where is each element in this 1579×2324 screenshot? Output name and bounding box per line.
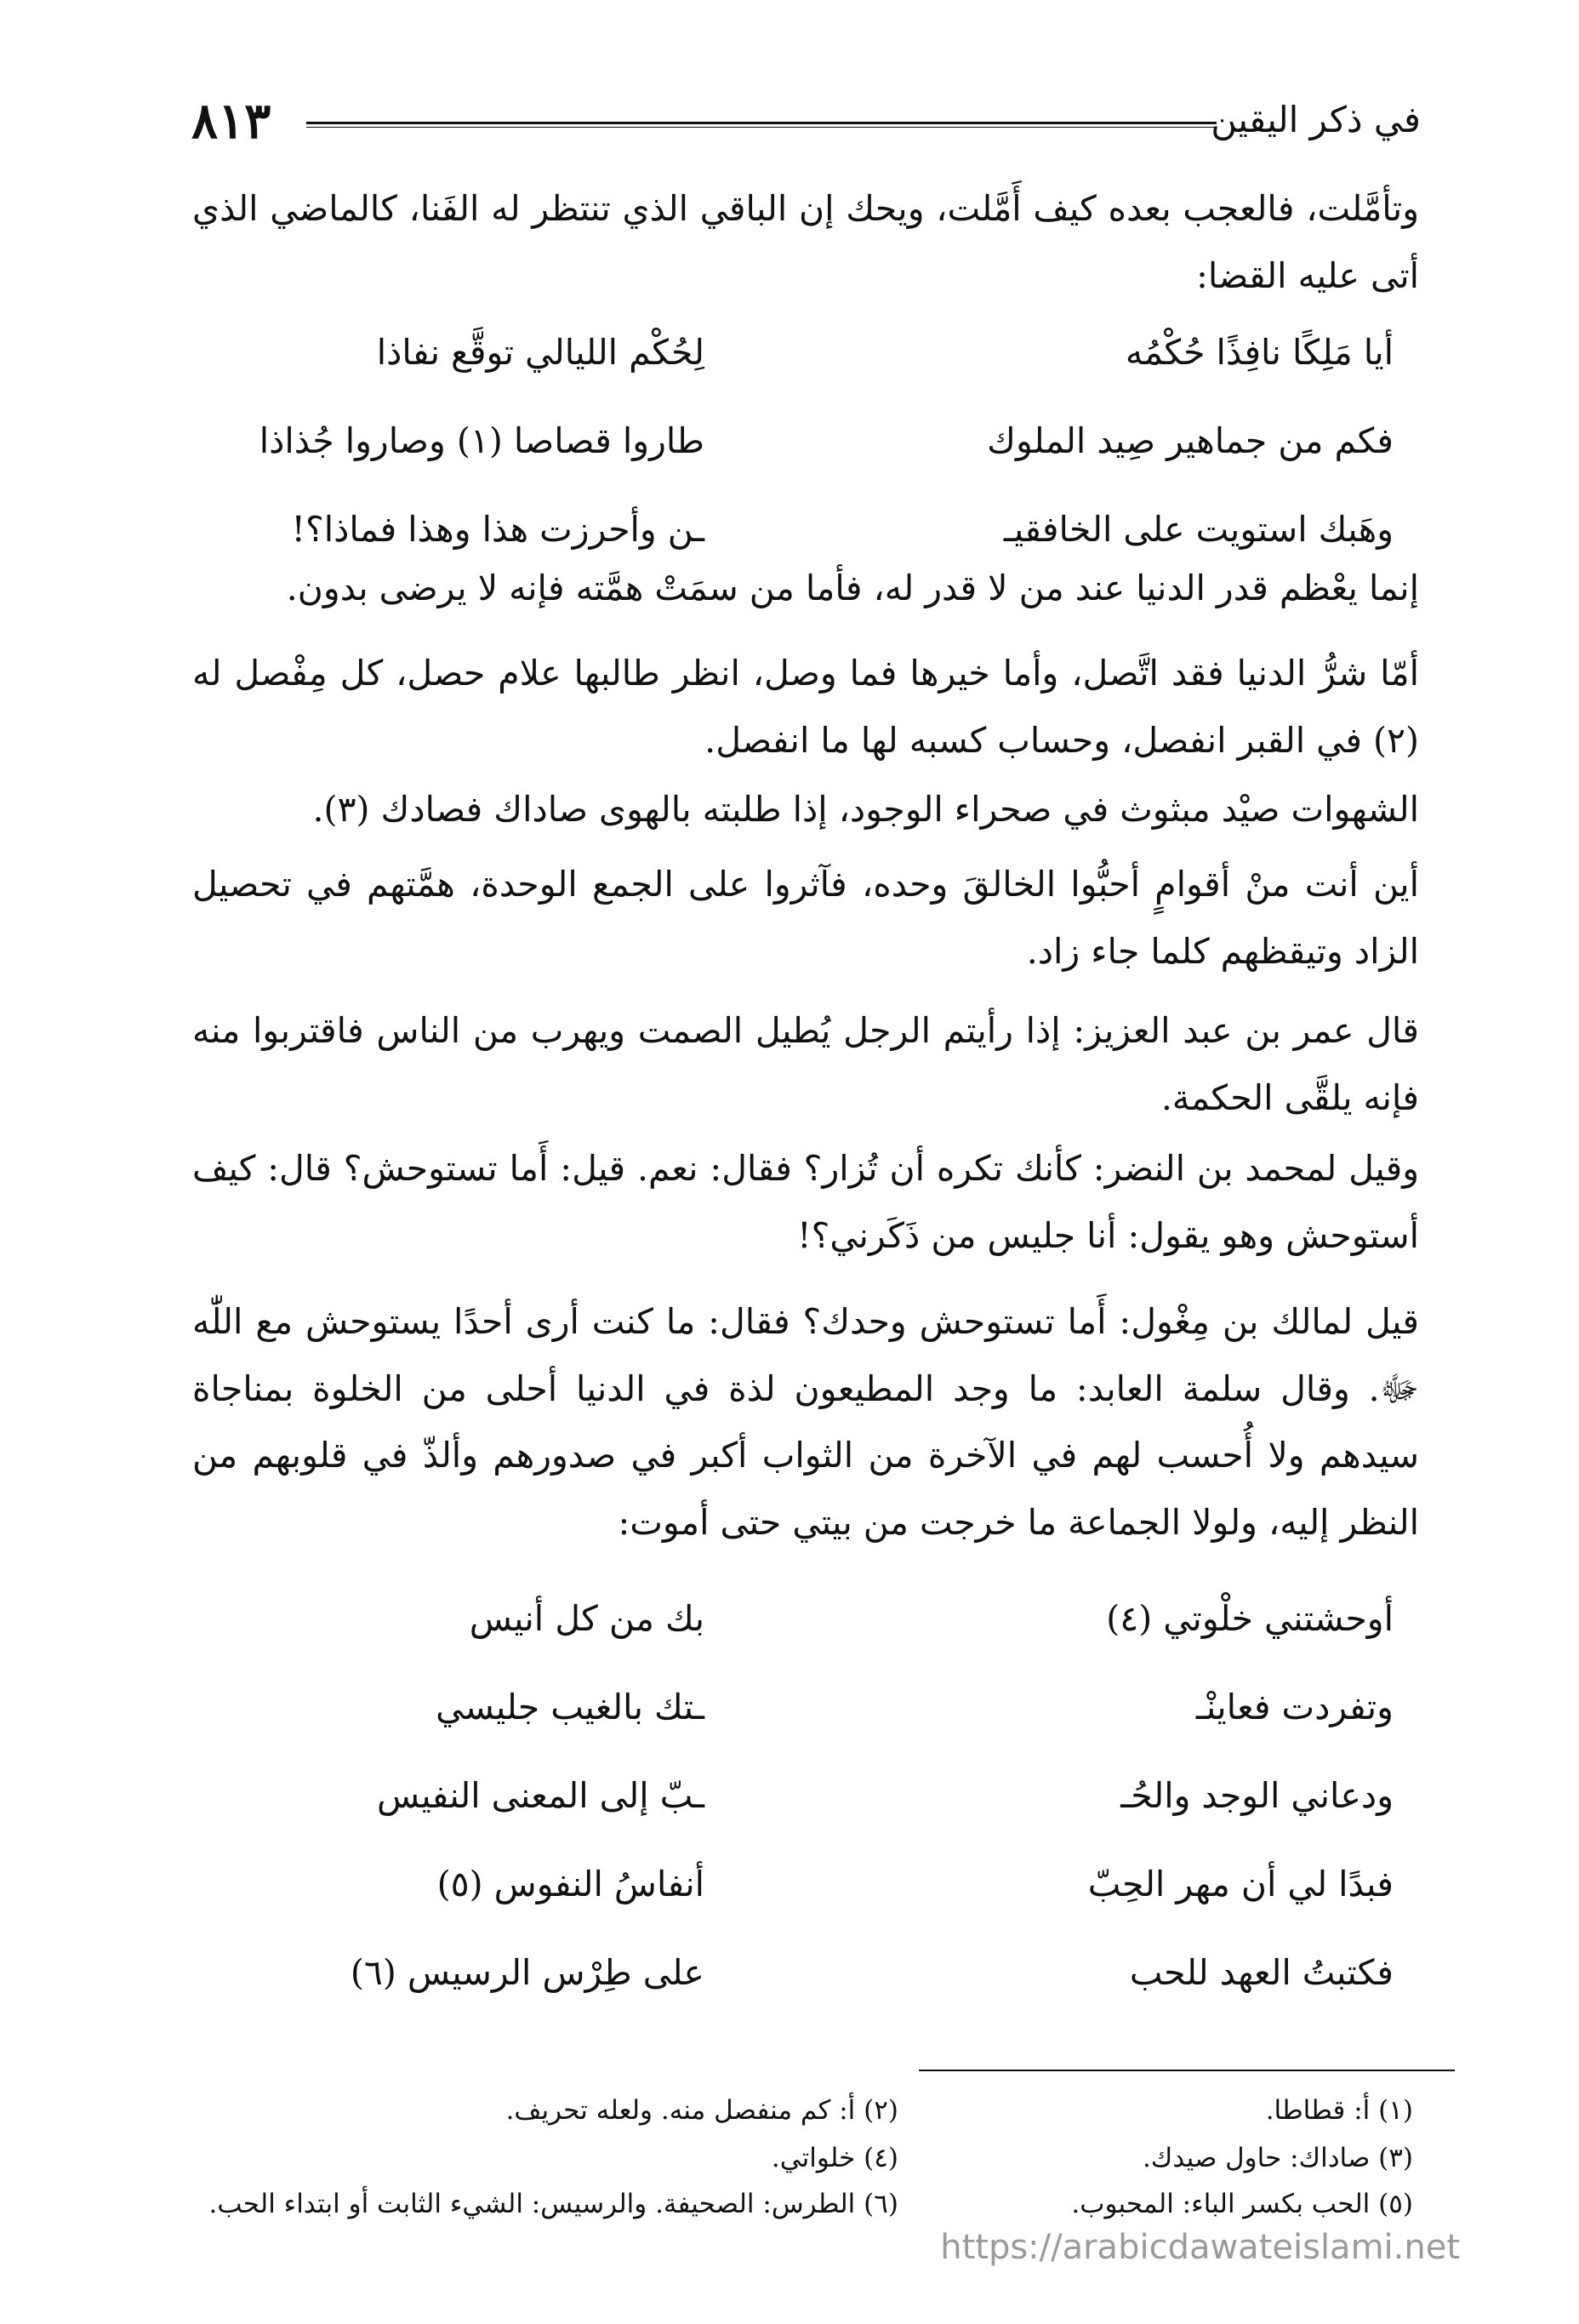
hemistich-second: ـن وأحرزت هذا وهذا فماذا؟! xyxy=(291,509,704,550)
footnote-1: (١) أ: قطاطا. xyxy=(1265,2095,1413,2126)
running-title: في ذكر اليقين xyxy=(1211,99,1421,140)
footnote-6: (٦) الطرس: الصحيفة. والرسيس: الشيء الثابت أو ابتداء الحب. xyxy=(208,2189,898,2219)
footnote-2: (٢) أ: كم منفصل منه. ولعله تحريف. xyxy=(505,2095,898,2126)
footnote-5: (٥) الحب بكسر الباء: المحبوب. xyxy=(1071,2189,1413,2219)
paragraph-8: قيل لمالك بن مِغْول: أَما تستوحش وحدك؟ فقال: ما كنت أرى أحدًا يستوحش مع اللّٰه ﷻ. وقال سلمة العابد: ما وجد المطيعون لذة في الدنيا أحلى من الخلوة بمناجاة سيدهم ولا أُحسب لهم في الآخرة من الثواب أكبر في صدورهم وألذّ في قلوبهم من النظر إليه، ولولا الجماعة ما خرجت من بيتي حتى أموت: xyxy=(192,1301,1419,1544)
verse-line xyxy=(177,1663,1394,1751)
header-rule xyxy=(306,122,1217,124)
hemistich-second: ـتك بالغيب جليسي xyxy=(436,1687,704,1727)
hemistich-second: ـبّ إلى المعنى النفيس xyxy=(377,1775,704,1816)
verse-line xyxy=(177,1751,1394,1840)
hemistich-second: على طِرْس الرسيس (٦) xyxy=(350,1952,704,1993)
verse-line xyxy=(177,1840,1394,1928)
paragraph-1: وتأمَّلت، فالعجب بعده كيف أَمَّلت، ويحك إن الباقي الذي تنتظر له الفَنا، كالماضي الذي أتى عليه القضا: xyxy=(192,188,1419,296)
footnote-4: (٤) خلواتي. xyxy=(771,2143,898,2173)
paragraph-3: أمّا شرُّ الدنيا فقد اتَّصل، وأما خيرها فما وصل، انظر طالبها علام حصل، كل مِفْصل له (٢) في القبر انفصل، وحساب كسبه لها ما انفصل. xyxy=(192,653,1419,761)
verse-line xyxy=(177,397,1394,485)
hemistich-first: فكم من جماهير صِيد الملوك xyxy=(987,420,1394,461)
hemistich-second: بك من كل أنيس xyxy=(469,1598,704,1639)
page-number: ٨١٣ xyxy=(191,92,271,150)
hemistich-second: لِحُكْم الليالي توقَّع نفاذا xyxy=(376,332,704,373)
poem-1 xyxy=(177,308,1394,574)
verse-line xyxy=(177,1574,1394,1663)
hemistich-first: وتفردت فعاينْـ xyxy=(1195,1687,1394,1727)
footnote-separator xyxy=(919,2070,1455,2071)
footnote-3: (٣) صاداك: حاول صيدك. xyxy=(1142,2143,1413,2173)
hemistich-first: فبدًا لي أن مهر الحِبّ xyxy=(1087,1864,1394,1904)
hemistich-first: أوحشتني خلْوتي (٤) xyxy=(1106,1598,1394,1639)
paragraph-5: أين أنت منْ أقوامٍ أحبُّوا الخالقَ وحده، فآثروا على الجمع الوحدة، همَّتهم في تحصيل الزاد وتيقظهم كلما جاء زاد. xyxy=(192,864,1419,972)
hemistich-first: فكتبتُ العهد للحب xyxy=(1129,1952,1394,1993)
verse-line xyxy=(177,1928,1394,2017)
poem-2 xyxy=(177,1574,1394,2017)
page-header xyxy=(191,92,1421,151)
hemistich-second: أنفاسُ النفوس (٥) xyxy=(436,1864,704,1904)
hemistich-first: أيا مَلِكًا نافِذًا حُكْمُه xyxy=(1125,332,1394,373)
paragraph-6: قال عمر بن عبد العزيز: إذا رأيتم الرجل يُطيل الصمت ويهرب من الناس فاقتربوا منه فإنه يلقَّى الحكمة. xyxy=(192,1010,1419,1118)
header-rule-thin xyxy=(306,127,1217,128)
watermark-url: https://arabicdawateislami.net xyxy=(940,2228,1460,2267)
paragraph-4: الشهوات صيْد مبثوث في صحراء الوجود، إذا طلبته بالهوى صاداك فصادك (٣). xyxy=(312,789,1419,830)
paragraph-7: وقيل لمحمد بن النضر: كأنك تكره أن تُزار؟ فقال: نعم. قيل: أَما تستوحش؟ قال: كيف أستوحش وهو يقول: أنا جليس من ذَكَرني؟! xyxy=(192,1148,1419,1256)
verse-line xyxy=(177,308,1394,397)
hemistich-first: ودعاني الوجد والحُـ xyxy=(1120,1775,1394,1816)
paragraph-2: إنما يعْظم قدر الدنيا عند من لا قدر له، فأما من سمَتْ همَّته فإنه لا يرضى بدون. xyxy=(286,568,1419,608)
hemistich-second: طاروا قصاصا (١) وصاروا جُذاذا xyxy=(259,420,704,461)
hemistich-first: وهَبك استويت على الخافقيـ xyxy=(1003,509,1394,550)
